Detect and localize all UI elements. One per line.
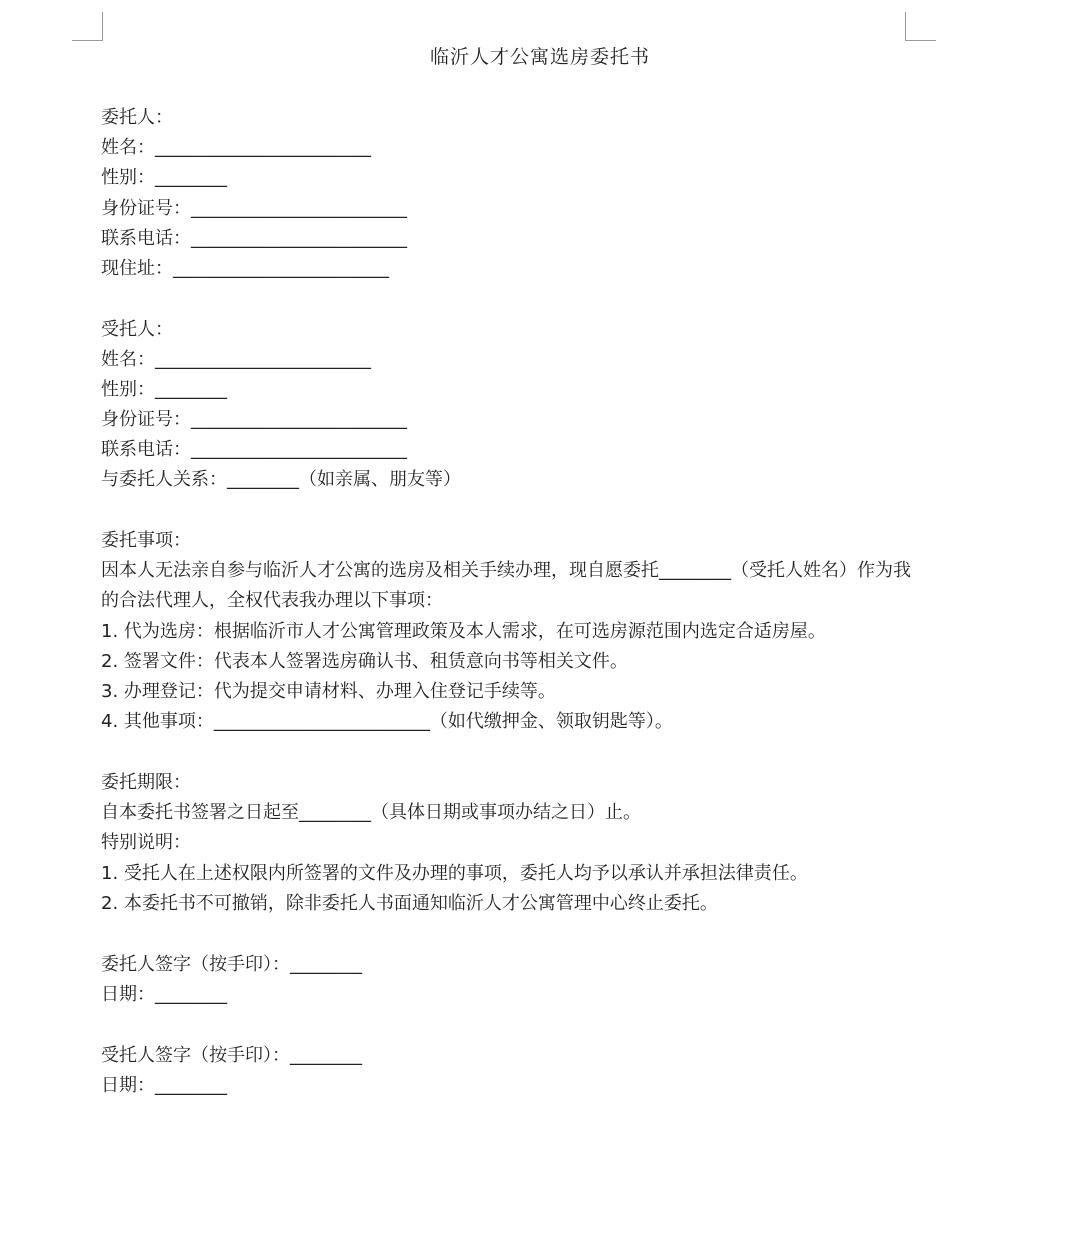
agent-date-line: 日期：________ — [101, 1075, 227, 1096]
notes-item: 1. 受托人在上述权限内所签署的文件及办理的事项，委托人均予以承认并承担法律责任。 — [101, 863, 808, 884]
agent-id-field: 身份证号：________________________ — [101, 409, 407, 430]
principal-name-field: 姓名：________________________ — [101, 137, 371, 158]
principal-signature-line: 委托人签字（按手印）：________ — [101, 954, 362, 975]
term-text: 自本委托书签署之日起至________（具体日期或事项办结之日）止。 — [101, 802, 641, 823]
agent-relation-field: 与委托人关系：________（如亲属、朋友等） — [101, 469, 461, 490]
matters-item: 1. 代为选房：根据临沂市人才公寓管理政策及本人需求，在可选房源范围内选定合适房屋。 — [101, 621, 826, 642]
agent-name-field: 姓名：________________________ — [101, 349, 371, 370]
agent-phone-field: 联系电话：________________________ — [101, 439, 407, 460]
agent-signature-line: 受托人签字（按手印）：________ — [101, 1045, 362, 1066]
principal-heading: 委托人： — [101, 107, 173, 128]
notes-item: 2. 本委托书不可撤销，除非委托人书面通知临沂人才公寓管理中心终止委托。 — [101, 893, 718, 914]
principal-id-field: 身份证号：________________________ — [101, 198, 407, 219]
principal-address-field: 现住址：________________________ — [101, 258, 389, 279]
notes-heading: 特别说明： — [101, 832, 191, 853]
term-heading: 委托期限： — [101, 772, 191, 793]
matters-item: 4. 其他事项：________________________（如代缴押金、领取钥匙等）。 — [101, 711, 673, 732]
document-title: 临沂人才公寓选房委托书 — [429, 46, 650, 68]
crop-mark-top-left — [72, 12, 103, 41]
matters-item: 2. 签署文件：代表本人签署选房确认书、租赁意向书等相关文件。 — [101, 651, 628, 672]
agent-gender-field: 性别：________ — [101, 379, 227, 400]
agent-heading: 受托人： — [101, 319, 173, 340]
principal-gender-field: 性别：________ — [101, 167, 227, 188]
matters-item: 3. 办理登记：代为提交申请材料、办理入住登记手续等。 — [101, 681, 556, 702]
principal-phone-field: 联系电话：________________________ — [101, 228, 407, 249]
principal-date-line: 日期：________ — [101, 984, 227, 1005]
matters-heading: 委托事项： — [101, 530, 191, 551]
matters-intro: 因本人无法亲自参与临沂人才公寓的选房及相关手续办理，现自愿委托________（受托人姓名）作为我的合法代理人，全权代表我办理以下事项： — [101, 560, 911, 611]
crop-mark-top-right — [905, 12, 936, 41]
